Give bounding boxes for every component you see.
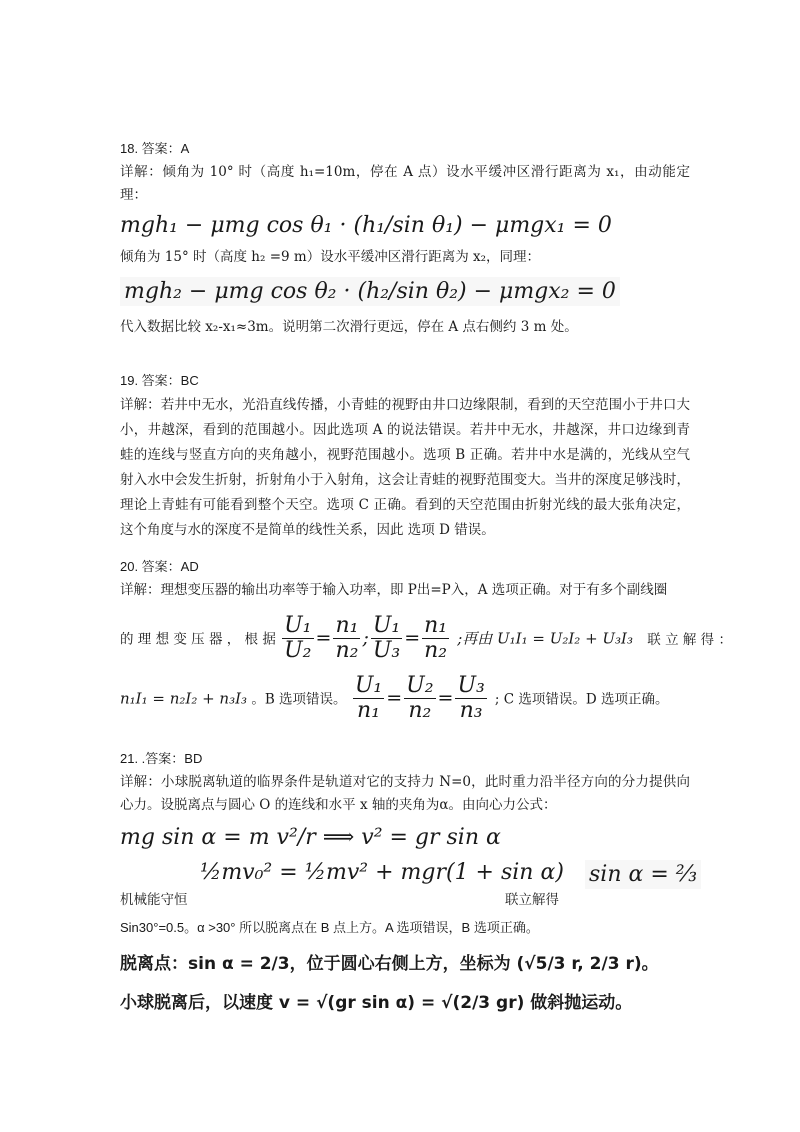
frac-num: U₁ [284, 613, 312, 638]
frac-num: U₁ [372, 613, 401, 638]
frac-den: U₃ [372, 638, 401, 664]
q18-equation-2: mgh₂ − μmg cos θ₂ · (h₂/sin θ₂) − μmgx₂ = 0 [120, 277, 620, 306]
frac-den: n₂ [408, 698, 432, 724]
q21-energy-label: 机械能守恒 [120, 892, 188, 908]
q20-current-equation: n₁I₁ = n₂I₂ + n₃I₃ [120, 689, 248, 708]
q21-separation-point: 脱离点：sin α = 2/3，位于圆心右侧上方，坐标为 (√5/3 r, 2/3 r)。 [120, 954, 659, 974]
q20-power-equation: ;再由 U₁I₁ = U₂I₂ + U₃I₃ [457, 629, 633, 648]
q21-motion: 小球脱离后，以速度 v = √(gr sin α) = √(2/3 gr) 做斜抛运动。 [120, 993, 633, 1013]
q20-solve-text: 联 立 解 得 ： [647, 631, 732, 648]
q21-detail: 详解：小球脱离轨道的临界条件是轨道对它的支持力 N=0，此时重力沿半径方向的分力提供向心力。设脱离点与圆心 O 的连线和水平 x 轴的夹角为α。由向心力公式： [120, 774, 690, 813]
q18-conclusion: 代入数据比较 x₂-x₁≈3m。说明第二次滑行更远，停在 A 点右侧约 3 m 处。 [120, 319, 578, 335]
q20-ratio-intro: 的 理 想 变 压 器 ， 根 据 [120, 631, 276, 648]
q21-equation-1: mg sin α = m v²/r ⟹ v² = gr sin α [120, 825, 501, 850]
frac-num: U₃ [457, 673, 485, 698]
question-21 [120, 748, 698, 1013]
q21-note: Sin30°=0.5。α >30° 所以脱离点在 B 点上方。A 选项错误，B 选项正确。 [120, 920, 539, 935]
frac-num: n₁ [424, 613, 448, 638]
frac-den: n₂ [424, 638, 448, 664]
q20-result-line [120, 674, 668, 723]
q18-answer: 18. 答案：A [120, 141, 190, 156]
question-19 [120, 370, 690, 543]
q19-detail: 详解：若井中无水，光沿直线传播，小青蛙的视野由井口边缘限制，看到的天空范围小于井口大小，井越深，看到的范围越小。因此选项 A 的说法错误。若井中无水，井越深，井口边缘到青蛙的连线与竖直方向的夹角越小，视野范围越小。选项 B 正确。若井中水是满的，光线从空气射入水中会发生折射，折射角小于入射角，这会让青蛙的视野范围变大。当井的深度足够浅时，理论上青蛙有可能看到整个天空。选项 C 正确。看到的天空范围由折射光线的最大张角决定，这个角度与水的深度不是简单的线性关系，因此 选项 D 错误。 [120, 397, 690, 538]
frac-den: n₃ [459, 698, 483, 724]
q18-equation-1: mgh₁ − μmg cos θ₁ · (h₁/sin θ₁) − μmgx₁ = 0 [120, 213, 612, 238]
q19-answer: 19. 答案：BC [120, 373, 199, 388]
q21-equation-2: ½mv₀² = ½mv² + mgr(1 + sin α) [200, 860, 564, 885]
q21-solve-label: 联立解得 [505, 892, 559, 908]
frac-num: n₁ [335, 613, 359, 638]
q21-equation-3: sin α = ⅔ [585, 860, 701, 889]
frac-den: U₂ [284, 638, 312, 664]
q21-answer: 21. .答案：BD [120, 751, 203, 766]
frac-den: n₁ [357, 698, 381, 724]
q18-detail-1: 详解：倾角为 10° 时（高度 h₁=10m，停在 A 点）设水平缓冲区滑行距离为 x₁，由动能定理： [120, 164, 690, 203]
q20-ratio-equation: $\frac{\text{U₁}}{\text{U₂}}$ = $\frac{\text{n₁}}{\text{n₂}}$ ; $\frac{\text{U₁}}{\text{U₃}}$ = $\frac{\text{n₁}}{\text{n₂}}$ [284, 613, 448, 664]
q20-answer: 20. 答案：AD [120, 559, 199, 574]
q21-energy-row [120, 856, 698, 908]
q18-detail-2: 倾角为 15° 时（高度 h₂ =9 m）设水平缓冲区滑行距离为 x₂，同理： [120, 249, 541, 265]
frac-den: n₂ [335, 638, 359, 664]
q20-option-cd: ; C 选项错误。D 选项正确。 [494, 691, 669, 708]
q20-ratio-line [120, 614, 732, 663]
question-20 [120, 556, 732, 736]
q20-option-b: 。B 选项错误。 [251, 691, 347, 708]
q20-voltage-ratio-equation: $\frac{\text{U₁}}{\text{n₁}}$ = $\frac{\text{U₂}}{\text{n₂}}$ = $\frac{\text{U₃}}{\text{n₃}}$ [354, 673, 485, 724]
frac-num: U₁ [354, 673, 383, 698]
q20-detail-1: 详解：理想变压器的输出功率等于输入功率，即 P出=P入，A 选项正确。对于有多个副线圈 [120, 582, 668, 598]
frac-num: U₂ [406, 673, 434, 698]
question-18 [120, 138, 690, 339]
